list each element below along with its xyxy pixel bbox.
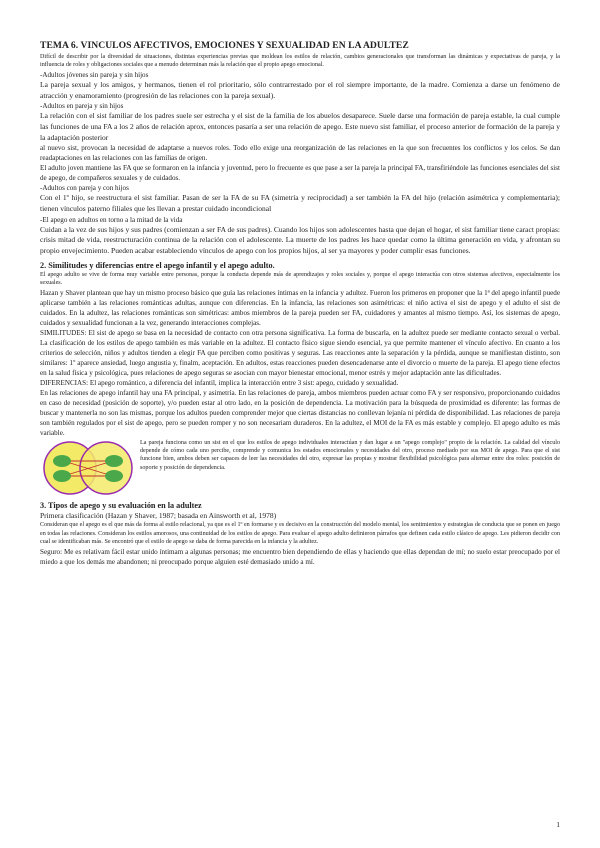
paragraph-couple-children: Con el 1º hijo, se reestructura el sist familiar. Pasan de ser la FA de su FA (simetría y reciprocidad) a ser también la FA del hijo (relación asimétrica y complementaria); tienen vínculos paterno filiales que les llevan a prestar cuidado incondicional	[40, 193, 560, 214]
page-title: TEMA 6. VINCULOS AFECTIVOS, EMOCIONES Y SEXUALIDAD EN LA ADULTEZ	[40, 40, 409, 51]
subheading-couple-children: -Adultos con pareja y con hijos	[40, 184, 129, 193]
couple-attachment-diagram	[40, 439, 136, 497]
paragraph-infant-vs-couple: En las relaciones de apego infantil hay una FA principal, y asimetría. En las relaciones de pareja, ambos miembros pueden actuar como FA y ser responsivo, proporcionando cuidados en caso de necesidad (posición de soporte), y/o pueden estar al otro lado, en la posición de dependencia. La motivación para la búsqueda de proximidad es diferente: las formas de buscar y mantenerla no son las mismas, porque los adultos pueden comprender mejor que ciertas distancias no conllevan lejanía ni pérdida de disponibilidad. Las relaciones de pareja son también regulados por el sist de apego, pero se pueden romper y no son necesariam duraderos. En la adultez, el MOI de la FA es más estable y complejo. El apego adulto es más variable.	[40, 388, 560, 437]
paragraph-young-single: La pareja sexual y los amigos, y hermanos, tienen el rol prioritario, sólo contrarrestado por el rol siempre importante, de la madre. Comienza a darse un fenómeno de atracción y enamoramiento (progresión de las relaciones con la pareja sexual).	[40, 79, 560, 100]
page-number: 1	[556, 820, 560, 829]
paragraph-couple-2: al nuevo sist, provocan la necesidad de adaptarse a nuevos roles. Todo ello exige una reorganización de las relaciones en la que son frecuentes los conflictos y los celos. Se dan readaptaciones en las relaciones con las familias de origen.	[40, 144, 560, 163]
subheading-midlife: -El apego en adultos en torno a la mitad de la vida	[40, 215, 183, 224]
paragraph-couple-1: La relación con el sist familiar de los padres suele ser estrecha y el sist de la familia de los abuelos desaparece. Suele darse una formación de pareja estable, la cual cumple las funciones de una FA a los 2 años de relación aprox, entonces pasaría a ser una relación de apego. Este nuevo sist familiar, el proceso anterior de formación de la pareja y la adaptación posterior	[40, 111, 560, 142]
figure-caption: La pareja funciona como un sist en el que los estilos de apego individuales interactúan y dan lugar a un "apego complejo" propio de la relación. La calidad del vínculo depende de cómo cada uno percibe, comprende y comunica los estados emocionales y necesidades del otro, proceso mediado por sus MOI de apego. Para que el sist funcione bien, ambos deben ser capaces de leer las necesidades del otro, expresar las propias y mostrar flexibilidad psicológica para alternar entre dos roles: posición de soporte y posición de dependencia.	[140, 439, 560, 471]
subheading-young-single: -Adultos jóvenes sin pareja y sin hijos	[40, 70, 149, 79]
paragraph-secure: Seguro: Me es relativam fácil estar unido íntimam a algunas personas; me encuentro bien dependiendo de ellas y haciendo que ellas dependan de mí; no suelo estar preocupado por el miedo a que los demás me abandonen; ni preocupado porque alguien esté demasiado unido a mí.	[40, 547, 560, 566]
section1-intro: Difícil de describir por la diversidad de situaciones, distintas experiencias previas que moldean los estilos de relación, cambios generacionales que transforman las dinámicas y expectativas de pareja, y la influencia de roles y obligaciones sociales que a menudo determinan más la relación que el propio apego emocional.	[40, 54, 560, 69]
paragraph-differences: DIFERENCIAS: El apego romántico, a diferencia del infantil, implica la interacción entre 3 sist: apego, cuidado y sexualidad.	[40, 378, 399, 387]
paragraph-midlife: Cuidan a la vez de sus hijos y sus padres (comienzan a ser FA de sus padres). Cuando los hijos son adolescentes hasta que dejan el hogar, el sist familiar tiene caract propias: crisis mitad de vida, reestructuración continua de la relación con el adolescente. La muerte de los padres les hace quedar como la última generación en vida, y afrontan su propio envejecimiento. Pueden acabar estableciendo vínculos de apego con los propios hijos, al ser ya mayores y poder cumplir esas funciones.	[40, 224, 560, 256]
paragraph-similarities: SIMILITUDES: El sist de apego se basa en la necesidad de contacto con otra persona significativa. La forma de buscarla, en la adultez puede ser mediante contacto sexual o verbal. La clasificación de los estilos de apego también es más variable en la adultez. El contacto físico sigue siendo esencial, ya que permite mantener el vínculo afectivo. En cuanto a los criterios de selección, niños y adultos tienden a elegir FA que perciben como positivas y seguras. Las reacciones ante la separación y la pérdida, aunque se manifiestan distinto, son similares: 1º aparece ansiedad, luego angustia y, finalm, aceptación. En adultos, estas reacciones pueden desencadenarse ante el divorcio o muerte de la pareja. El apego tiene efectos en la salud física y psicológica, pues relaciones de apego seguras se asocian con mayor bienestar emocional, menor estrés y mejor adaptación ante las dificultades.	[40, 328, 560, 377]
section3-heading: 3. Tipos de apego y su evaluación en la adultez	[40, 500, 202, 510]
section3-intro: Consideran que el apego es el que más da forma al estilo relacional, ya que es el 1º en formarse y es decisivo en la construcción del modelo mental, los sentimientos y estrategias de conducta que se ponen en juego en todas las relaciones. Consideran los estilos amorosos, una continuidad de los estilos de apego. Para evaluar el apego adulto definieron párrafos que definen cada estilo clásico de apego. Les pidieron decidir con cual se identificaban más. Se encontró que el estilo de apego se daba de forma parecida en la infancia y la adultez.	[40, 522, 560, 546]
subheading-couple-no-children: -Adultos en pareja y sin hijos	[40, 102, 124, 111]
section3-subheading: Primera clasificación (Hazan y Shaver, 1987; basada en Ainsworth et al, 1978)	[40, 510, 277, 520]
paragraph-couple-3: El adulto joven mantiene las FA que se formaron en la infancia y juventud, pero lo frecuente es que pase a ser la pareja la principal FA, transfiriéndole las funciones esenciales del sist de apego, de compañeros sexuales y de cuidados.	[40, 164, 560, 183]
section2-heading: 2. Similitudes y diferencias entre el apego infantil y el apego adulto.	[40, 260, 275, 270]
figure-row	[40, 439, 560, 497]
section2-intro: El apego adulto se vive de forma muy variable entre personas, porque la conducta depende más de aprendizajes y roles sociales y, porque el apego interactúa con otros sistemas afectivos, especialmente los sexuales.	[40, 271, 560, 287]
paragraph-hazan-shaver: Hazan y Shaver plantean que hay un mismo proceso básico que guía las relaciones íntimas en la infancia y adultez. Fueron los primeros en proponer que la 1ª del apego infantil puede aplicarse también a las relaciones románticas adultas, aunque con diferencias. En la infancia, las relaciones son asimétricas: el niño activa el sist de apego y el adulto el sist de cuidados. En la adultez, las relaciones románticas son simétricas: ambos miembros de la pareja pueden ser FA, cuidadores y amantes al mismo tiempo. Así, los sistemas de apego, cuidados y sexualidad funcionan a la vez, generando interacciones complejas.	[40, 288, 560, 327]
